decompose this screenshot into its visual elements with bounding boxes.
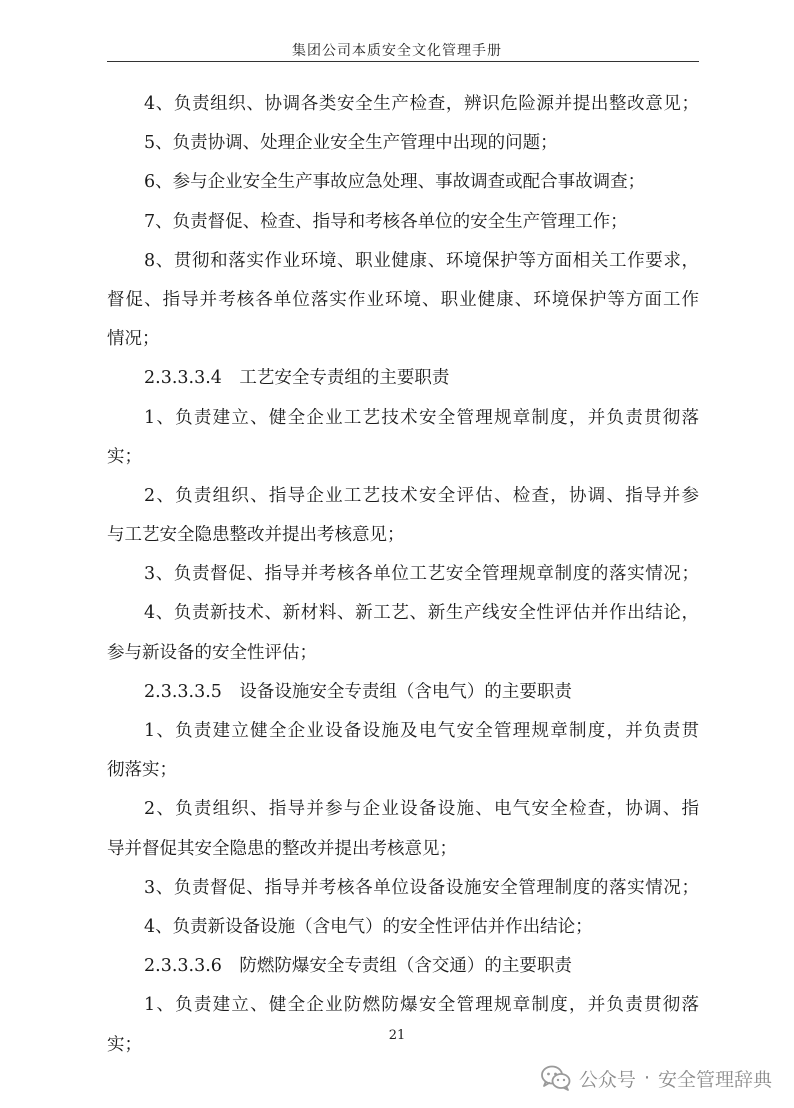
paragraph-line: 1、负责建立、健全企业防燃防爆安全管理规章制度，并负责贯彻落	[144, 995, 699, 1016]
paragraph-line: 与工艺安全隐患整改并提出考核意见；	[107, 525, 405, 546]
paragraph-line: 彻落实；	[107, 760, 177, 781]
watermark-name: 安全管理辞典	[657, 1068, 772, 1091]
section-heading: 2.3.3.3.6 防燃防爆安全专责组（含交通）的主要职责	[144, 956, 572, 977]
section-heading: 2.3.3.3.4 工艺安全专责组的主要职责	[144, 368, 450, 389]
page-number: 21	[388, 1028, 406, 1043]
paragraph-line: 3、负责督促、指导并考核各单位工艺安全管理规章制度的落实情况；	[144, 564, 699, 585]
paragraph-line: 4、负责新设备设施（含电气）的安全性评估并作出结论；	[144, 916, 593, 937]
paragraph-line: 1、负责建立健全企业设备设施及电气安全管理规章制度，并负责贯	[144, 721, 699, 741]
watermark	[541, 1063, 772, 1093]
section-heading: 2.3.3.3.5 设备设施安全专责组（含电气）的主要职责	[144, 681, 572, 702]
paragraph-line: 情况；	[107, 329, 160, 350]
wechat-icon	[541, 1065, 571, 1091]
paragraph-line: 实；	[107, 1034, 142, 1055]
paragraph-line: 4、负责组织、协调各类安全生产检查，辨识危险源并提出整改意见；	[144, 94, 699, 114]
watermark-separator: ·	[643, 1067, 650, 1089]
paragraph-line: 督促、指导并考核各单位落实作业环境、职业健康、环境保护等方面工作	[107, 289, 699, 310]
header-title: 集团公司本质安全文化管理手册	[292, 43, 502, 59]
paragraph-line: 7、负责督促、检查、指导和考核各单位的安全生产管理工作；	[144, 211, 628, 232]
watermark-prefix: 公众号	[578, 1068, 636, 1091]
document-body	[107, 85, 699, 1065]
paragraph-line: 2、负责组织、指导并参与企业设备设施、电气安全检查，协调、指	[144, 799, 699, 820]
paragraph-line: 参与新设备的安全性评估；	[107, 642, 317, 663]
header-rule	[107, 61, 699, 62]
paragraph-line: 2、负责组织、指导企业工艺技术安全评估、检查，协调、指导并参	[144, 485, 699, 506]
paragraph-line: 6、参与企业安全生产事故应急处理、事故调查或配合事故调查；	[144, 172, 646, 193]
paragraph-line: 导并督促其安全隐患的整改并提出考核意见；	[107, 838, 457, 859]
paragraph-line: 8、贯彻和落实作业环境、职业健康、环境保护等方面相关工作要求，	[144, 250, 699, 271]
paragraph-line: 5、负责协调、处理企业安全生产管理中出现的问题；	[144, 133, 558, 154]
paragraph-line: 实；	[107, 446, 142, 467]
paragraph-line: 3、负责督促、指导并考核各单位设备设施安全管理制度的落实情况；	[144, 877, 699, 898]
paragraph-line: 4、负责新技术、新材料、新工艺、新生产线安全性评估并作出结论，	[144, 603, 699, 624]
paragraph-line: 1、负责建立、健全企业工艺技术安全管理规章制度，并负责贯彻落	[144, 407, 699, 428]
